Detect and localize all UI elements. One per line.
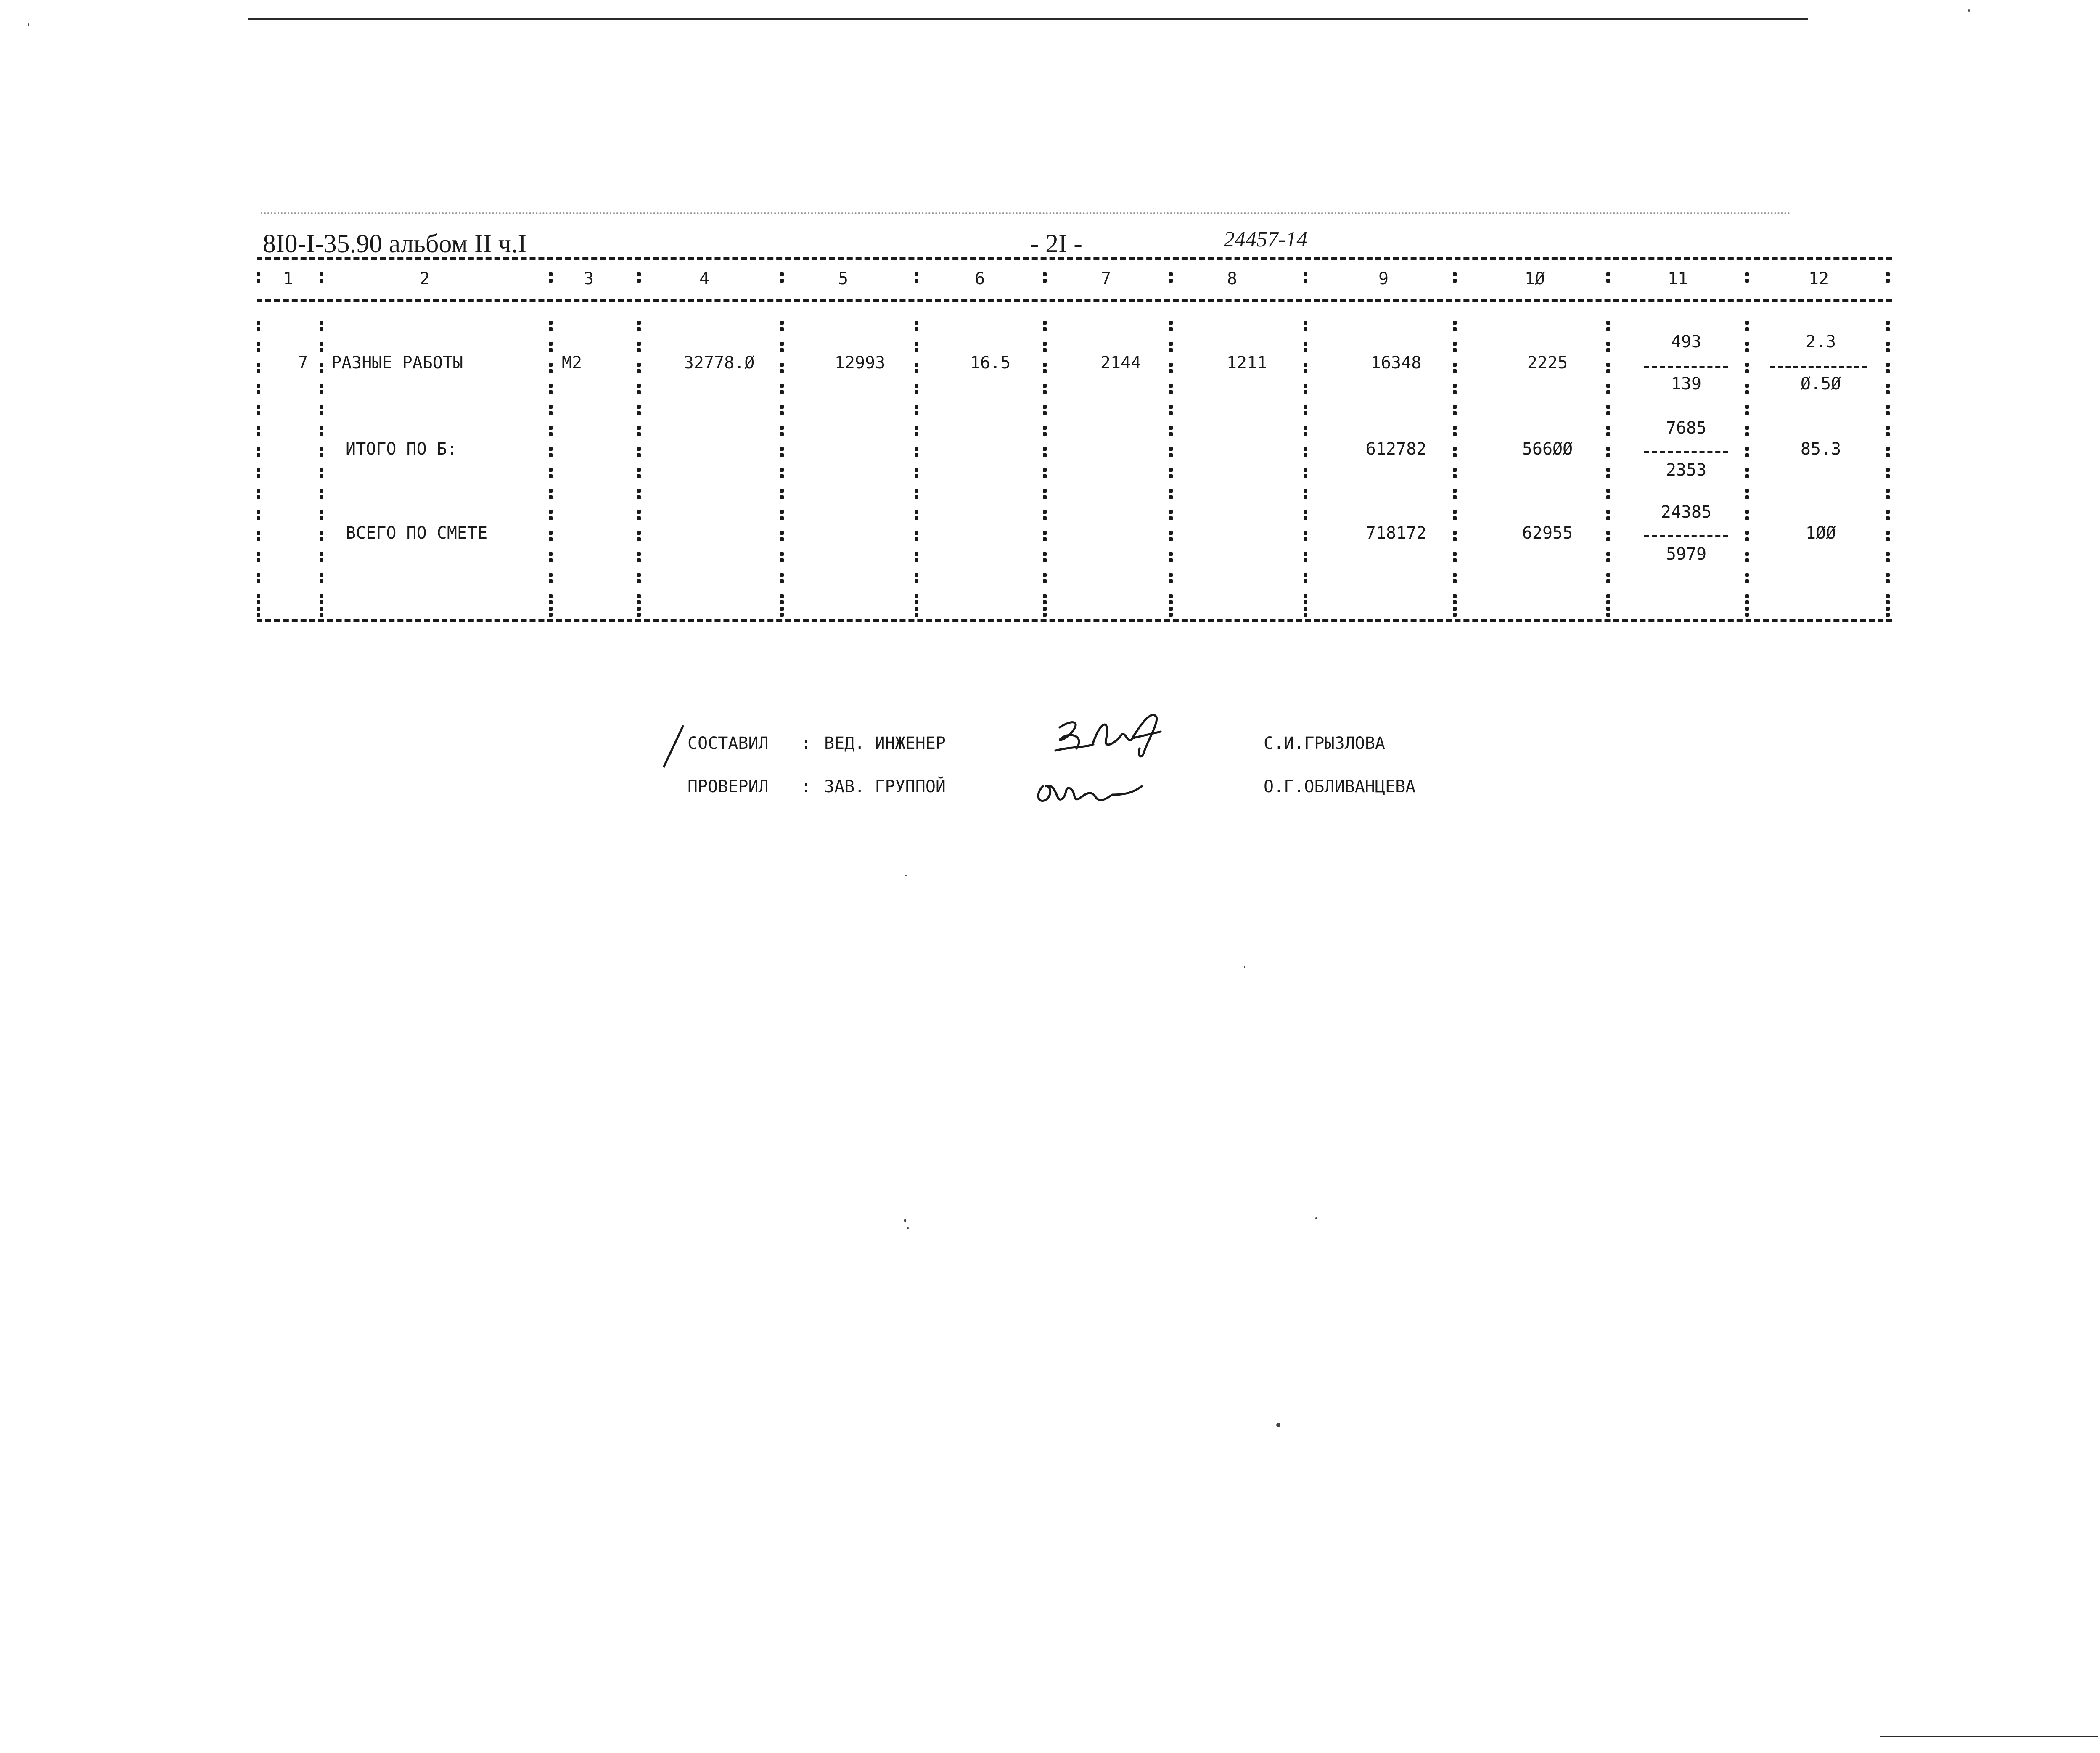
cell-col7: 2144 [1100,353,1141,373]
scan-speck [904,1219,906,1222]
column-separator [637,362,641,374]
cell-col9: 612782 [1365,439,1427,459]
column-separator [1169,341,1173,353]
column-separator [257,530,261,542]
column-separator [549,446,553,458]
column-separator [637,383,641,395]
cell-col9: 718172 [1365,524,1427,543]
column-separator [320,530,324,542]
checked-role: ПРОВЕРИЛ [688,777,769,796]
column-separator [1043,593,1047,605]
column-separator [1304,404,1308,416]
column-separator [1043,551,1047,563]
column-separator [1304,467,1308,479]
column-separator [915,404,919,416]
column-separator [257,362,261,374]
work-name: ВСЕГО ПО СМЕТЕ [346,524,488,543]
column-header-1: 1 [283,269,294,288]
column-separator [1886,509,1890,521]
column-separator [1169,467,1173,479]
column-separator [1169,271,1173,284]
column-separator [1745,488,1749,500]
column-separator [1304,425,1308,437]
column-separator [320,425,324,437]
column-separator [1169,530,1173,542]
column-separator [1745,572,1749,584]
bottom-right-border-line [1880,1736,2098,1737]
column-separator [549,467,553,479]
column-separator [1745,320,1749,332]
estimate-table [257,252,1896,631]
column-separator [257,271,261,284]
column-separator [549,551,553,563]
cell-col11-bottom: 139 [1671,374,1702,394]
column-separator [257,551,261,563]
column-header-6: 6 [974,269,985,288]
column-separator [1169,446,1173,458]
column-separator [320,605,324,618]
column-separator [1169,383,1173,395]
column-separator [257,572,261,584]
column-separator [1453,509,1457,521]
column-header-9: 9 [1378,269,1389,288]
column-separator [1745,362,1749,374]
column-separator [637,509,641,521]
column-separator [1886,425,1890,437]
column-separator [1304,509,1308,521]
column-separator [915,320,919,332]
cell-col9: 16348 [1370,353,1422,373]
column-separator [915,605,919,618]
column-separator [1886,446,1890,458]
column-separator [320,362,324,374]
column-separator [915,530,919,542]
row-number: 7 [297,353,308,373]
column-header-11: 11 [1667,269,1688,288]
column-separator [1043,446,1047,458]
cell-col4: 32778.Ø [683,353,755,373]
column-separator [1453,341,1457,353]
column-separator [915,383,919,395]
column-separator [320,593,324,605]
column-separator [549,572,553,584]
column-separator [1304,488,1308,500]
column-separator [1043,362,1047,374]
column-separator [637,271,641,284]
column-separator [1745,467,1749,479]
column-separator [549,404,553,416]
column-separator [1606,572,1611,584]
scan-speck [28,23,29,26]
column-separator [1453,572,1457,584]
column-separator [1304,446,1308,458]
page-number: - 2I - [1030,230,1082,258]
column-separator [780,572,784,584]
column-separator [1745,341,1749,353]
column-separator [320,446,324,458]
cell-col10: 62955 [1522,524,1573,543]
column-separator [1304,341,1308,353]
column-separator [637,530,641,542]
column-separator [915,488,919,500]
cell-col8: 1211 [1226,353,1267,373]
column-separator [1304,593,1308,605]
document-code: 8I0-I-35.90 альбом II ч.I [263,230,527,258]
column-separator [1169,425,1173,437]
cell-col12-bottom: Ø.5Ø [1800,374,1841,394]
column-separator [1453,383,1457,395]
table-top-rule [257,257,1892,260]
column-separator [320,551,324,563]
checked-position: ЗАВ. ГРУППОЙ [824,777,946,796]
cell-col12-top: 2.3 [1805,332,1836,352]
column-separator [1304,362,1308,374]
column-separator [1606,467,1611,479]
column-separator [1304,530,1308,542]
column-separator [1606,509,1611,521]
column-separator [915,467,919,479]
column-separator [257,320,261,332]
column-separator [549,425,553,437]
column-separator [780,530,784,542]
column-separator [1169,572,1173,584]
column-separator [320,271,324,284]
column-separator [1043,509,1047,521]
column-separator [915,551,919,563]
scan-speck [907,1227,909,1229]
column-separator [1043,605,1047,618]
column-separator [320,404,324,416]
column-separator [637,605,641,618]
column-separator [257,341,261,353]
cell-col11-top: 7685 [1666,418,1707,438]
fraction-bar [1644,535,1728,537]
column-separator [780,509,784,521]
column-separator [257,605,261,618]
column-separator [1886,404,1890,416]
compiled-separator: : [801,734,812,753]
column-separator [915,446,919,458]
column-separator [549,341,553,353]
column-separator [1304,572,1308,584]
column-separator [637,425,641,437]
column-separator [257,593,261,605]
column-separator [1304,320,1308,332]
column-separator [1606,404,1611,416]
column-separator [1169,593,1173,605]
column-separator [780,404,784,416]
column-header-10: 1Ø [1524,269,1545,288]
column-separator [1886,271,1890,284]
column-separator [637,446,641,458]
column-separator [257,425,261,437]
column-separator [549,488,553,500]
column-separator [1169,404,1173,416]
column-separator [1453,488,1457,500]
column-separator [1453,593,1457,605]
column-header-12: 12 [1808,269,1829,288]
column-separator [1745,593,1749,605]
cell-col6: 16.5 [970,353,1011,373]
column-separator [1606,341,1611,353]
column-separator [780,341,784,353]
column-separator [1169,551,1173,563]
column-separator [1606,425,1611,437]
checked-separator: : [801,777,812,796]
column-separator [320,467,324,479]
column-separator [780,467,784,479]
work-name: ИТОГО ПО Б: [346,439,457,459]
column-separator [320,509,324,521]
cell-col11-bottom: 5979 [1666,545,1707,564]
column-separator [320,488,324,500]
column-separator [1043,425,1047,437]
column-separator [780,320,784,332]
compiled-position: ВЕД. ИНЖЕНЕР [824,734,946,753]
work-name: РАЗНЫЕ РАБОТЫ [331,353,463,373]
signature-checked [1032,769,1158,812]
column-separator [257,446,261,458]
column-separator [1043,530,1047,542]
column-separator [637,320,641,332]
column-separator [780,271,784,284]
column-separator [1169,488,1173,500]
scan-speck [1968,9,1970,12]
column-separator [1043,572,1047,584]
column-separator [780,425,784,437]
cell-col12-top: 85.3 [1800,439,1841,459]
column-separator [637,572,641,584]
column-separator [1886,383,1890,395]
column-separator [1886,341,1890,353]
column-separator [637,467,641,479]
column-separator [1886,605,1890,618]
column-separator [1745,551,1749,563]
column-separator [1606,593,1611,605]
column-separator [1043,341,1047,353]
column-separator [257,383,261,395]
column-separator [915,362,919,374]
column-separator [1453,467,1457,479]
column-separator [1745,530,1749,542]
column-separator [1043,467,1047,479]
column-separator [320,383,324,395]
column-header-7: 7 [1100,269,1111,288]
compiled-role: СОСТАВИЛ [688,734,769,753]
column-separator [915,271,919,284]
column-separator [549,383,553,395]
column-separator [257,488,261,500]
column-separator [1886,593,1890,605]
column-separator [320,320,324,332]
column-separator [915,509,919,521]
column-separator [1606,271,1611,284]
column-separator [637,593,641,605]
cell-col10: 566ØØ [1522,439,1573,459]
column-separator [637,551,641,563]
column-separator [1886,572,1890,584]
column-separator [1745,425,1749,437]
column-separator [1453,320,1457,332]
column-separator [1745,446,1749,458]
column-separator [1304,605,1308,618]
fraction-bar [1644,451,1728,453]
column-header-5: 5 [838,269,849,288]
top-border-line [248,18,1808,20]
column-separator [1304,383,1308,395]
column-separator [320,572,324,584]
unit: М2 [561,353,582,373]
scan-speck [905,875,907,876]
column-separator [1169,509,1173,521]
cell-col11-bottom: 2353 [1666,460,1707,480]
column-header-8: 8 [1227,269,1238,288]
column-separator [780,551,784,563]
column-separator [1606,605,1611,618]
scan-speck [1244,966,1245,968]
column-separator [1886,551,1890,563]
checked-name: О.Г.ОБЛИВАНЦЕВА [1264,777,1416,796]
column-separator [549,509,553,521]
column-separator [1043,271,1047,284]
fraction-bar [1770,366,1867,368]
cell-col11-top: 493 [1671,332,1702,352]
compiled-name: С.И.ГРЫЗЛОВА [1264,734,1385,753]
column-separator [1453,425,1457,437]
column-separator [1606,320,1611,332]
scan-speck [1276,1423,1280,1427]
column-separator [549,530,553,542]
cell-col10: 2225 [1527,353,1568,373]
column-separator [1606,551,1611,563]
column-separator [1169,605,1173,618]
column-header-2: 2 [419,269,430,288]
column-separator [1886,488,1890,500]
column-separator [1453,271,1457,284]
column-separator [320,341,324,353]
column-header-3: 3 [583,269,594,288]
column-separator [1886,467,1890,479]
column-header-4: 4 [699,269,710,288]
column-separator [549,271,553,284]
inventory-number: 24457-14 [1224,227,1308,251]
column-separator [915,341,919,353]
column-separator [915,572,919,584]
column-separator [1745,509,1749,521]
column-separator [1886,362,1890,374]
column-separator [1304,271,1308,284]
slash-mark [660,723,685,769]
column-separator [915,593,919,605]
scan-speck [1315,1217,1317,1219]
column-separator [549,593,553,605]
column-separator [637,341,641,353]
column-separator [1169,320,1173,332]
cell-col5: 12993 [834,353,886,373]
column-separator [1043,320,1047,332]
fraction-bar [1644,366,1728,368]
column-separator [1745,271,1749,284]
column-separator [780,446,784,458]
column-separator [1453,551,1457,563]
column-separator [1745,605,1749,618]
column-separator [637,404,641,416]
faint-scan-line [261,212,1791,214]
column-separator [1453,404,1457,416]
column-separator [1606,488,1611,500]
column-separator [1043,488,1047,500]
column-separator [780,488,784,500]
column-separator [1886,320,1890,332]
column-separator [1886,530,1890,542]
column-separator [1606,383,1611,395]
cell-col11-top: 24385 [1661,502,1712,522]
signature-compiled [1047,702,1169,761]
column-separator [1745,404,1749,416]
column-separator [257,467,261,479]
column-separator [257,404,261,416]
cell-col12-top: 1ØØ [1805,524,1836,543]
column-separator [549,605,553,618]
column-separator [1043,404,1047,416]
column-separator [1304,551,1308,563]
column-separator [549,320,553,332]
column-separator [780,593,784,605]
column-separator [257,509,261,521]
column-separator [780,605,784,618]
table-bottom-rule [257,619,1892,622]
column-separator [780,383,784,395]
column-separator [637,488,641,500]
column-separator [1745,383,1749,395]
column-separator [915,425,919,437]
header-bottom-rule [257,299,1892,302]
column-separator [1043,383,1047,395]
column-separator [1453,605,1457,618]
